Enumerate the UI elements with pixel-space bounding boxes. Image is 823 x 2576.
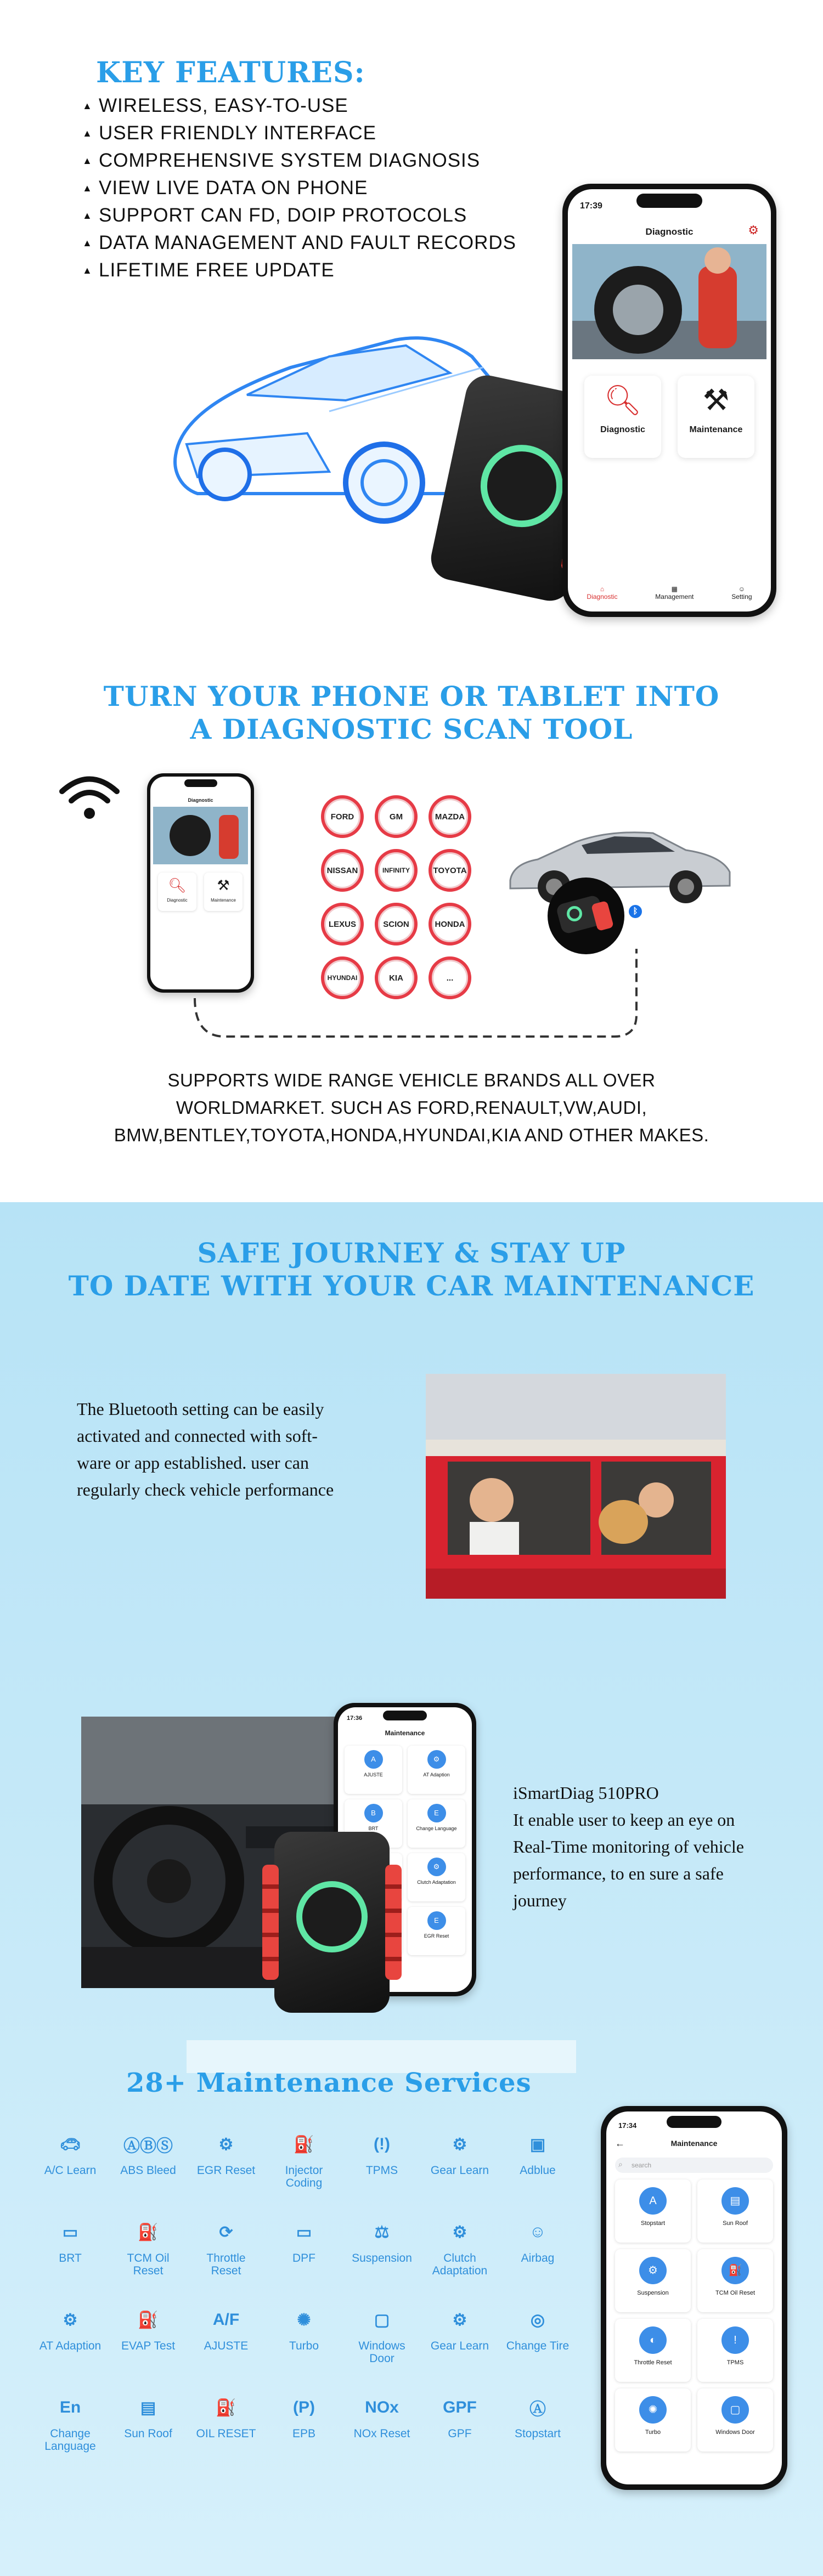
- service-icon: ⚙: [63, 2311, 78, 2329]
- mechanic-icon: ⚒: [702, 384, 730, 417]
- maintenance-service-item: [505, 2216, 571, 2277]
- maintenance-service-item: [115, 2128, 181, 2189]
- service-label: TPMS: [365, 2164, 398, 2177]
- service-icon: ▤: [140, 2398, 156, 2417]
- service-icon: ✺: [297, 2311, 311, 2329]
- bullet-icon: ▲: [82, 100, 93, 111]
- service-icon: ⛽: [138, 2223, 159, 2241]
- maintenance-service-item: [115, 2216, 181, 2277]
- list-item[interactable]: E EGR Reset: [408, 1907, 465, 1955]
- service-icon: ▭: [62, 2223, 78, 2241]
- service-label: Airbag: [521, 2252, 555, 2264]
- screen-header: Diagnostic: [645, 227, 694, 237]
- supported-brands-text: SUPPORTS WIDE RANGE VEHICLE BRANDS ALL OVER WORLDMARKET. SUCH AS FORD,RENAULT,VW,AUDI, BMW,BENTLEY,TOYOTA,HONDA,HYUNDAI,KIA AND OTHER MAKES.: [114, 1070, 709, 1145]
- service-icon: ⛽: [294, 2135, 314, 2154]
- phone-mockup-maintenance-list: [601, 2106, 787, 2490]
- service-icon: Ⓐ: [529, 2401, 546, 2419]
- maintenance-service-item: [505, 2128, 571, 2189]
- bullet-icon: ▲: [82, 128, 93, 139]
- brand-badge: MAZDA: [429, 795, 471, 838]
- mechanic-photo: [572, 244, 766, 359]
- list-item[interactable]: ◐ Throttle Reset: [615, 2319, 691, 2382]
- list-item[interactable]: ⛽ TCM Oil Reset: [697, 2249, 773, 2312]
- service-label: EVAP Test: [121, 2340, 176, 2352]
- service-icon: (!): [374, 2135, 390, 2153]
- feature-item: ▲ USER FRIENDLY INTERFACE: [82, 120, 516, 147]
- back-arrow-icon[interactable]: ←: [615, 2138, 625, 2149]
- maintenance-service-item: [349, 2303, 415, 2365]
- phone-mockup-main: [562, 184, 776, 617]
- bullet-icon: ▲: [82, 155, 93, 166]
- brand-badge: SCION: [375, 903, 418, 946]
- tile-diagnostic[interactable]: 🔍︎ Diagnostic: [584, 376, 661, 458]
- service-label: NOx Reset: [353, 2427, 410, 2440]
- maintenance-service-item: [427, 2303, 493, 2365]
- obd-dongle-image: [274, 1832, 390, 2013]
- dashed-connector: [187, 943, 647, 1042]
- service-icon: ⚙: [452, 2223, 467, 2241]
- list-item[interactable]: A Stopstart: [615, 2179, 691, 2243]
- turn-phone-title: TURN YOUR PHONE OR TABLET INTO A DIAGNOSTIC SCAN TOOL: [103, 680, 720, 745]
- service-label: Turbo: [289, 2340, 319, 2352]
- list-item[interactable]: ⚙ Clutch Adaptation: [408, 1853, 465, 1901]
- dongle-badge-image: [548, 877, 624, 954]
- service-label: DPF: [292, 2252, 315, 2264]
- bottom-nav: [568, 585, 771, 601]
- service-icon: ◎: [530, 2311, 545, 2329]
- service-icon: NOx: [365, 2398, 399, 2416]
- service-label: AJUSTE: [204, 2340, 249, 2352]
- list-item[interactable]: E Change Language: [408, 1799, 465, 1848]
- brand-badge: TOYOTA: [429, 849, 471, 892]
- list-item[interactable]: ⚙ AT Adaption: [408, 1746, 465, 1794]
- service-icon: GPF: [443, 2398, 477, 2416]
- family-car-photo: [426, 1374, 726, 1599]
- bullet-icon: ▲: [82, 265, 93, 276]
- service-icon: ▢: [374, 2311, 390, 2329]
- service-label: A/C Learn: [44, 2164, 97, 2177]
- maintenance-service-item: [115, 2391, 181, 2453]
- maintenance-service-item: [505, 2391, 571, 2453]
- maintenance-service-item: [37, 2128, 103, 2189]
- tile-maintenance[interactable]: ⚒ Maintenance: [204, 873, 243, 911]
- service-label: OIL RESET: [196, 2427, 256, 2440]
- bullet-icon: ▲: [82, 210, 93, 221]
- brand-badge: GM: [375, 795, 418, 838]
- brand-badge: HYUNDAI: [321, 956, 364, 999]
- service-label: Suspension: [352, 2252, 412, 2264]
- list-item[interactable]: ▢ Windows Door: [697, 2388, 773, 2452]
- service-icon: (P): [293, 2398, 315, 2416]
- wifi-icon: [59, 772, 120, 822]
- brand-badge: HONDA: [429, 903, 471, 946]
- maintenance-service-item: [349, 2128, 415, 2189]
- section-key-features: [0, 0, 823, 636]
- maintenance-service-item: [505, 2303, 571, 2365]
- list-item[interactable]: B BRT: [345, 1799, 402, 1848]
- bluetooth-paragraph: The Bluetooth setting can be easily activated and connected with soft- ware or app established. user can regularly check vehicle performance: [77, 1399, 334, 1499]
- service-icon: ▭: [296, 2223, 312, 2241]
- bullet-icon: ▲: [82, 183, 93, 194]
- service-icon: 🚗︎: [59, 2135, 81, 2154]
- user-icon: ☺: [738, 585, 745, 593]
- sedan-car-image: [505, 820, 735, 908]
- brand-badge: LEXUS: [321, 903, 364, 946]
- service-label: AT Adaption: [39, 2340, 102, 2352]
- status-time: 17:39: [580, 201, 602, 211]
- maintenance-services-title: 28+ Maintenance Services: [126, 2068, 532, 2098]
- service-icon: ⚖: [374, 2223, 390, 2241]
- nav-setting[interactable]: ☺ Setting: [731, 585, 752, 601]
- service-label: Clutch Adaptation: [432, 2252, 488, 2277]
- key-features-title: KEY FEATURES:: [96, 56, 365, 89]
- magnifier-icon: 🔍︎: [604, 384, 642, 417]
- feature-item: ▲ COMPREHENSIVE SYSTEM DIAGNOSIS: [82, 147, 516, 174]
- search-input[interactable]: search: [615, 2158, 773, 2173]
- service-label: TCM Oil Reset: [127, 2252, 170, 2277]
- search-icon: ⌕: [618, 2160, 623, 2169]
- brand-badge: FORD: [321, 795, 364, 838]
- service-label: Gear Learn: [430, 2164, 489, 2177]
- home-icon: ⌂: [600, 585, 605, 593]
- feature-item: ▲ WIRELESS, EASY-TO-USE: [82, 92, 516, 120]
- service-icon: ☺: [529, 2223, 546, 2241]
- tile-maintenance[interactable]: ⚒ Maintenance: [678, 376, 754, 458]
- nav-diagnostic[interactable]: ⌂ Diagnostic: [587, 585, 618, 601]
- service-icon: ⛽: [138, 2311, 159, 2329]
- service-label: Adblue: [520, 2164, 556, 2177]
- feature-item: ▲ LIFETIME FREE UPDATE: [82, 257, 516, 284]
- service-icon: ⛽: [216, 2398, 236, 2417]
- maintenance-service-item: [37, 2391, 103, 2453]
- service-icon: A/F: [212, 2311, 240, 2329]
- grid-icon: ▦: [671, 585, 678, 593]
- safe-journey-title: SAFE JOURNEY & STAY UP TO DATE WITH YOUR CAR MAINTENANCE: [68, 1237, 755, 1302]
- maintenance-service-item: [271, 2303, 337, 2365]
- service-icon: ⚙: [452, 2135, 467, 2154]
- service-label: EGR Reset: [196, 2164, 256, 2177]
- list-item[interactable]: ! TPMS: [697, 2319, 773, 2382]
- brand-badge: KIA: [375, 956, 418, 999]
- brand-badge: INFINITY: [375, 849, 418, 892]
- service-icon: ⟳: [219, 2223, 233, 2241]
- maintenance-service-item: [427, 2216, 493, 2277]
- maintenance-service-item: [193, 2128, 259, 2189]
- list-item[interactable]: A AJUSTE: [345, 1746, 402, 1794]
- maintenance-service-item: [349, 2216, 415, 2277]
- maintenance-list: [615, 2179, 773, 2452]
- tile-diagnostic[interactable]: 🔍︎ Diagnostic: [158, 873, 196, 911]
- service-label: Change Tire: [506, 2340, 570, 2352]
- list-item[interactable]: ✺ Turbo: [615, 2388, 691, 2452]
- service-label: ABS Bleed: [120, 2164, 176, 2177]
- nav-management[interactable]: ▦ Management: [655, 585, 694, 601]
- maintenance-service-item: [349, 2391, 415, 2453]
- status-time: 17:34: [618, 2121, 637, 2130]
- maintenance-service-item: [427, 2128, 493, 2189]
- led-ring: [473, 437, 571, 535]
- screen-header: Maintenance: [385, 1729, 425, 1737]
- list-item[interactable]: ⚙ Suspension: [615, 2249, 691, 2312]
- maintenance-grid: [37, 2128, 586, 2453]
- feature-item: ▲ VIEW LIVE DATA ON PHONE: [82, 174, 516, 202]
- maintenance-service-item: [271, 2216, 337, 2277]
- bluetooth-icon: ᛒ: [629, 905, 642, 918]
- feature-item: ▲ DATA MANAGEMENT AND FAULT RECORDS: [82, 229, 516, 257]
- service-label: Throttle Reset: [206, 2252, 246, 2277]
- service-icon: ⒶⒷⓈ: [123, 2137, 173, 2155]
- service-icon: ▣: [529, 2135, 546, 2154]
- maintenance-service-item: [427, 2391, 493, 2453]
- mechanic-photo: [153, 807, 248, 864]
- service-label: EPB: [292, 2427, 316, 2440]
- service-label: Gear Learn: [430, 2340, 489, 2352]
- service-icon: ⚙: [452, 2311, 467, 2329]
- maintenance-service-item: [115, 2303, 181, 2365]
- service-icon: En: [59, 2398, 81, 2416]
- maintenance-service-item: [193, 2216, 259, 2277]
- maintenance-service-item: [193, 2303, 259, 2365]
- brand-badge: ...: [429, 956, 471, 999]
- product-paragraph: iSmartDiag 510PRO It enable user to keep an eye on Real-Time monitoring of vehicle performance, to en sure a safe journey: [513, 1783, 744, 1910]
- service-label: Sun Roof: [124, 2427, 172, 2440]
- car-icon[interactable]: ⚙: [748, 223, 759, 237]
- bullet-icon: ▲: [82, 237, 93, 248]
- service-label: Injector Coding: [285, 2164, 323, 2189]
- feature-list: [82, 92, 516, 284]
- feature-item: ▲ SUPPORT CAN FD, DOIP PROTOCOLS: [82, 202, 516, 229]
- maintenance-service-item: [37, 2216, 103, 2277]
- service-icon: ⚙: [218, 2135, 234, 2154]
- brand-badge: NISSAN: [321, 849, 364, 892]
- service-label: BRT: [59, 2252, 82, 2264]
- screen-header: Diagnostic: [188, 797, 213, 803]
- status-time: 17:36: [347, 1715, 363, 1722]
- service-label: Change Language: [44, 2427, 96, 2453]
- service-label: Stopstart: [514, 2427, 561, 2440]
- screen-header: Maintenance: [670, 2139, 718, 2148]
- service-label: GPF: [448, 2427, 472, 2440]
- maintenance-service-item: [271, 2128, 337, 2189]
- maintenance-service-item: [193, 2391, 259, 2453]
- maintenance-service-item: [37, 2303, 103, 2365]
- list-item[interactable]: ▤ Sun Roof: [697, 2179, 773, 2243]
- service-label: Windows Door: [358, 2340, 405, 2365]
- maintenance-service-item: [271, 2391, 337, 2453]
